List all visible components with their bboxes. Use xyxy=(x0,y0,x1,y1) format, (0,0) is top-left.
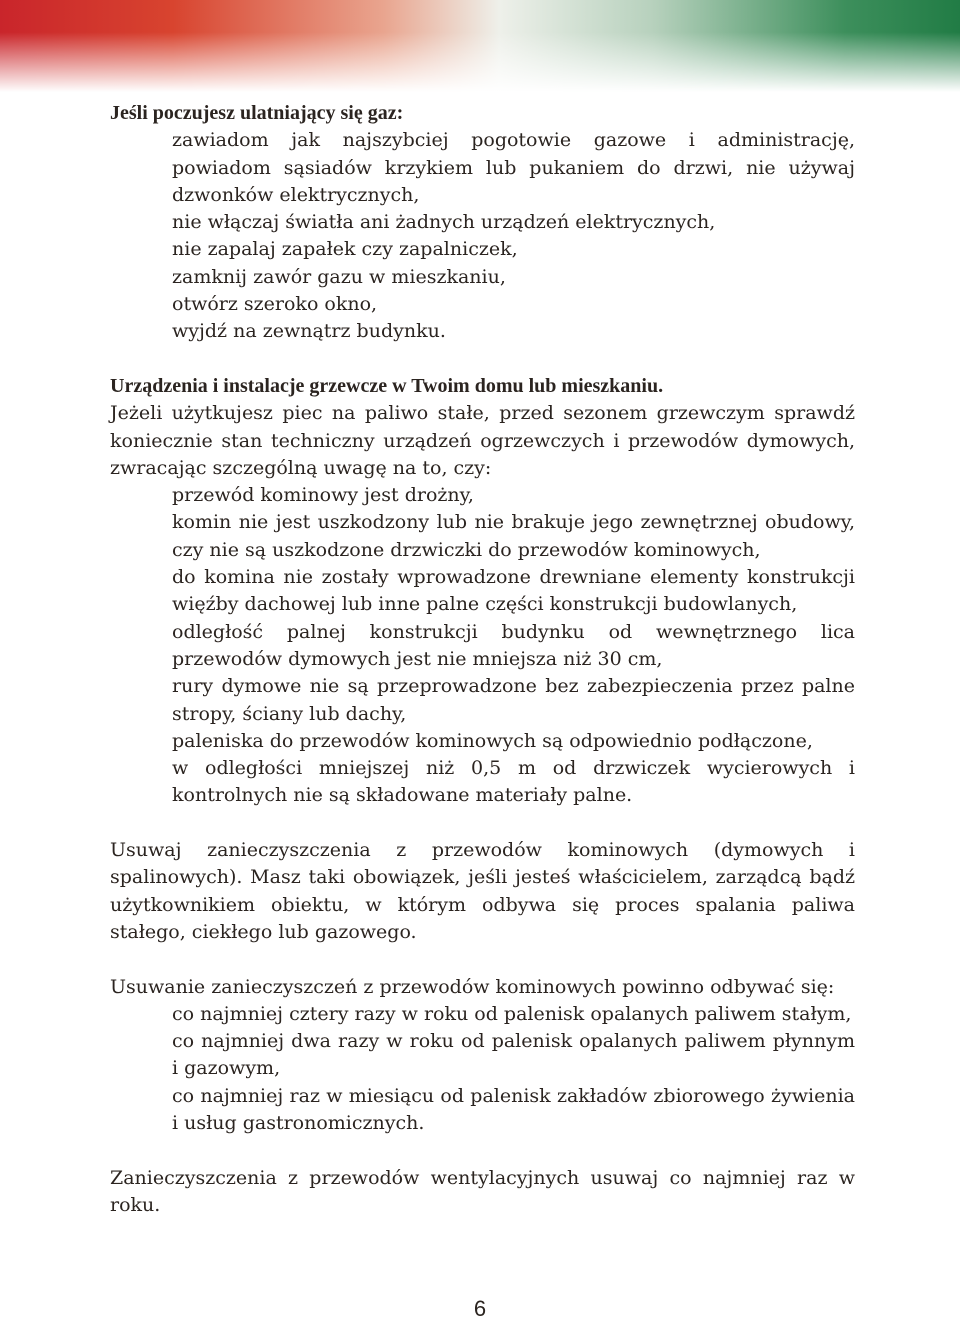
list-item xyxy=(110,264,855,291)
spacer xyxy=(110,810,855,837)
cleaning-frequency-list xyxy=(110,1001,855,1137)
list-item xyxy=(110,509,855,564)
list-item-text: przewód kominowy jest drożny, xyxy=(172,484,474,507)
heating-devices-intro: Jeżeli użytkujesz piec na paliwo stałe, przed sezonem grzewczym sprawdź koniecznie stan techniczny urządzeń ogrzewczych i przewodów dymowych, zwracając szczególną uwagę na to, czy: xyxy=(110,402,855,479)
list-item-text: rury dymowe nie są przeprowadzone bez zabezpieczenia przez palne stropy, ściany lub dachy, xyxy=(172,675,855,725)
list-item-text: co najmniej raz w miesiącu od palenisk zakładów zbiorowego żywienia i usług gastronomicznych. xyxy=(172,1084,855,1134)
list-item xyxy=(110,236,855,263)
ventilation-paragraph: Zanieczyszczenia z przewodów wentylacyjnych usuwaj co najmniej raz w roku. xyxy=(110,1166,855,1216)
spacer xyxy=(110,946,855,973)
list-item xyxy=(110,564,855,619)
list-item-text: do komina nie zostały wprowadzone drewniane elementy konstrukcji więźby dachowej lub inne palne części konstrukcji budowlanych, xyxy=(172,566,855,616)
header-gradient-band xyxy=(0,0,960,92)
cleaning-frequency-intro: Usuwanie zanieczyszczeń z przewodów kominowych powinno odbywać się: xyxy=(110,975,835,998)
list-item-text: paleniska do przewodów kominowych są odpowiednio podłączone, xyxy=(172,729,813,752)
list-item-text: komin nie jest uszkodzony lub nie brakuje jego zewnętrznej obudowy, czy nie są uszkodzone drzwiczki do przewodów kominowych, xyxy=(172,511,855,561)
list-item xyxy=(110,482,855,509)
list-item-text: co najmniej dwa razy w roku od palenisk opalanych paliwem płynnym i gazowym, xyxy=(172,1030,855,1080)
gas-leak-list xyxy=(110,127,855,345)
list-item-text: otwórz szeroko okno, xyxy=(172,293,378,316)
spacer xyxy=(110,346,855,373)
list-item xyxy=(110,209,855,236)
list-item-text: zawiadom jak najszybciej pogotowie gazowe i administrację, powiadom sąsiadów krzykiem lub pukaniem do drzwi, nie używaj dzwonków elektrycznych, xyxy=(172,129,855,206)
list-item-text: co najmniej cztery razy w roku od palenisk opalanych paliwem stałym, xyxy=(172,1002,852,1025)
list-item-text: zamknij zawór gazu w mieszkaniu, xyxy=(172,265,506,288)
list-item xyxy=(110,318,855,345)
list-item xyxy=(110,755,855,810)
list-item-text: wyjdź na zewnątrz budynku. xyxy=(172,320,446,343)
gas-leak-heading: Jeśli poczujesz ulatniający się gaz: xyxy=(110,102,404,124)
list-item-text: nie zapalaj zapałek czy zapalniczek, xyxy=(172,238,518,261)
page-number: 6 xyxy=(473,1296,487,1321)
list-item xyxy=(110,728,855,755)
list-item xyxy=(110,619,855,674)
list-item xyxy=(110,1083,855,1138)
list-item xyxy=(110,1001,855,1028)
list-item xyxy=(110,673,855,728)
spacer xyxy=(110,1137,855,1164)
heating-devices-heading: Urządzenia i instalacje grzewcze w Twoim domu lub mieszkaniu. xyxy=(110,374,664,397)
list-item-text: w odległości mniejszej niż 0,5 m od drzwiczek wycierowych i kontrolnych nie są składowane materiały palne. xyxy=(172,757,855,807)
list-item xyxy=(110,291,855,318)
list-item-text: odległość palnej konstrukcji budynku od wewnętrznego lica przewodów dymowych jest nie mniejsza niż 30 cm, xyxy=(172,620,855,670)
list-item xyxy=(110,127,855,209)
list-item xyxy=(110,1028,855,1083)
page-content xyxy=(110,100,855,1219)
heating-checklist xyxy=(110,482,855,810)
chimney-cleaning-paragraph: Usuwaj zanieczyszczenia z przewodów kominowych (dymowych i spalinowych). Masz taki obowiązek, jeśli jesteś właścicielem, zarządcą bądź użytkownikiem obiektu, w którym odbywa się proces spalania paliwa stałego, ciekłego lub gazowego. xyxy=(110,839,855,943)
list-item-text: nie włączaj światła ani żadnych urządzeń elektrycznych, xyxy=(172,211,716,234)
